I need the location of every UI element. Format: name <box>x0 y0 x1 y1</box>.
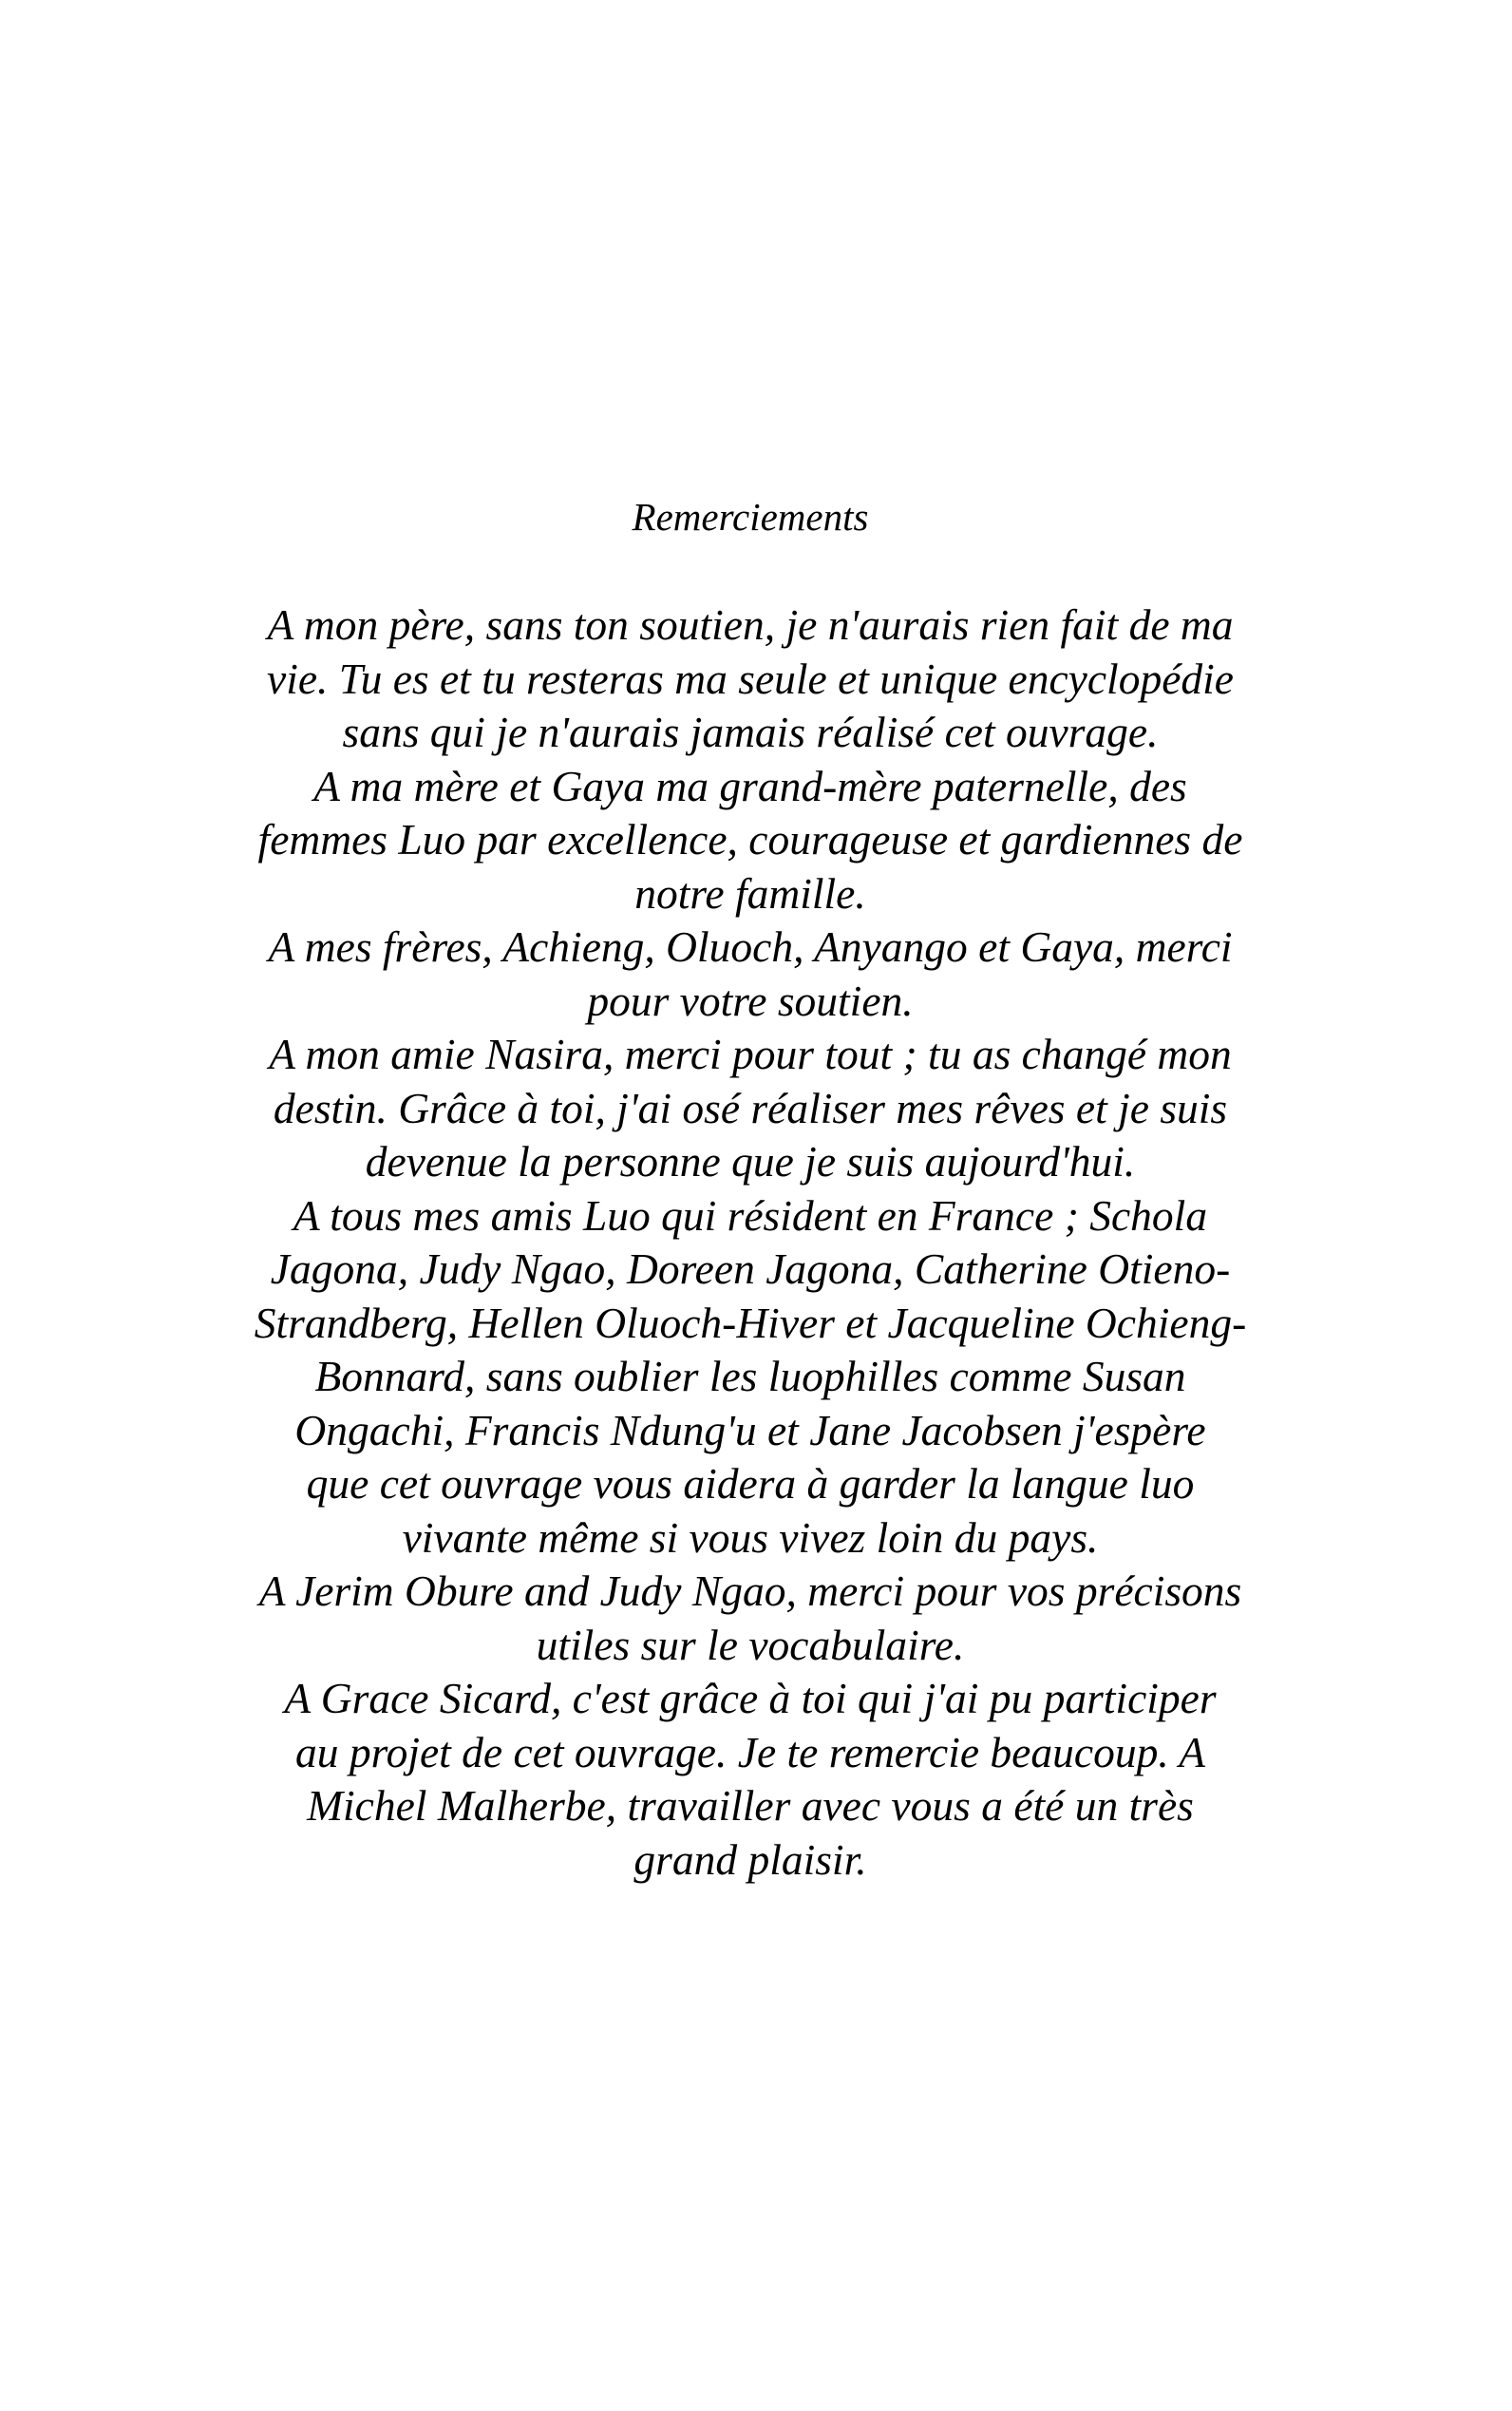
text-line: Ongachi, Francis Ndung'u et Jane Jacobsen j'espère <box>294 1405 1206 1454</box>
text-line: notre famille. <box>634 868 866 918</box>
text-line: femmes Luo par excellence, courageuse et gardiennes de <box>257 815 1243 864</box>
text-line: sans qui je n'aurais jamais réalisé cet ouvrage. <box>342 708 1159 756</box>
acknowledgements-text <box>180 598 1320 1887</box>
text-line: vivante même si vous vivez loin du pays. <box>402 1512 1099 1562</box>
paragraph-project-thanks <box>180 1672 1320 1887</box>
paragraph-vocabulary-help <box>180 1565 1320 1672</box>
paragraph-friend-nasira <box>180 1028 1320 1189</box>
text-line: destin. Grâce à toi, j'ai osé réaliser mes rêves et je suis <box>273 1083 1228 1132</box>
paragraph-father <box>180 598 1320 760</box>
text-line: A ma mère et Gaya ma grand-mère paternelle, des <box>313 761 1187 810</box>
text-line: A mes frères, Achieng, Oluoch, Anyango et Gaya, merci <box>268 922 1233 971</box>
text-line: A Jerim Obure and Judy Ngao, merci pour vos précisons <box>258 1566 1242 1615</box>
text-line: pour votre soutien. <box>587 976 914 1025</box>
paragraph-luo-friends <box>180 1189 1320 1566</box>
page-title: Remerciements <box>632 495 869 539</box>
text-line: A mon père, sans ton soutien, je n'aurais rien fait de ma <box>267 600 1234 649</box>
acknowledgements-section <box>180 475 1320 1887</box>
text-line: A mon amie Nasira, merci pour tout ; tu as changé mon <box>269 1030 1232 1078</box>
text-line: vie. Tu es et tu resteras ma seule et unique encyclopédie <box>267 654 1234 703</box>
paragraph-mother-grandmother <box>180 760 1320 921</box>
text-line: Strandberg, Hellen Oluoch-Hiver et Jacqueline Ochieng- <box>254 1298 1247 1347</box>
paragraph-siblings <box>180 921 1320 1028</box>
text-line: Bonnard, sans oublier les luophilles comme Susan <box>314 1352 1186 1400</box>
text-line: Michel Malherbe, travailler avec vous a été un très <box>307 1781 1194 1830</box>
text-line: A Grace Sicard, c'est grâce à toi qui j'ai pu participer <box>284 1674 1217 1722</box>
text-line: grand plaisir. <box>633 1834 867 1884</box>
text-line: utiles sur le vocabulaire. <box>536 1620 965 1669</box>
text-line: devenue la personne que je suis aujourd'hui. <box>365 1137 1136 1186</box>
text-line: que cet ouvrage vous aidera à garder la langue luo <box>306 1459 1195 1508</box>
text-line: A tous mes amis Luo qui résident en France ; Schola <box>293 1190 1208 1240</box>
text-line: au projet de cet ouvrage. Je te remercie beaucoup. A <box>294 1727 1206 1776</box>
text-line: Jagona, Judy Ngao, Doreen Jagona, Catherine Otieno- <box>270 1244 1231 1293</box>
